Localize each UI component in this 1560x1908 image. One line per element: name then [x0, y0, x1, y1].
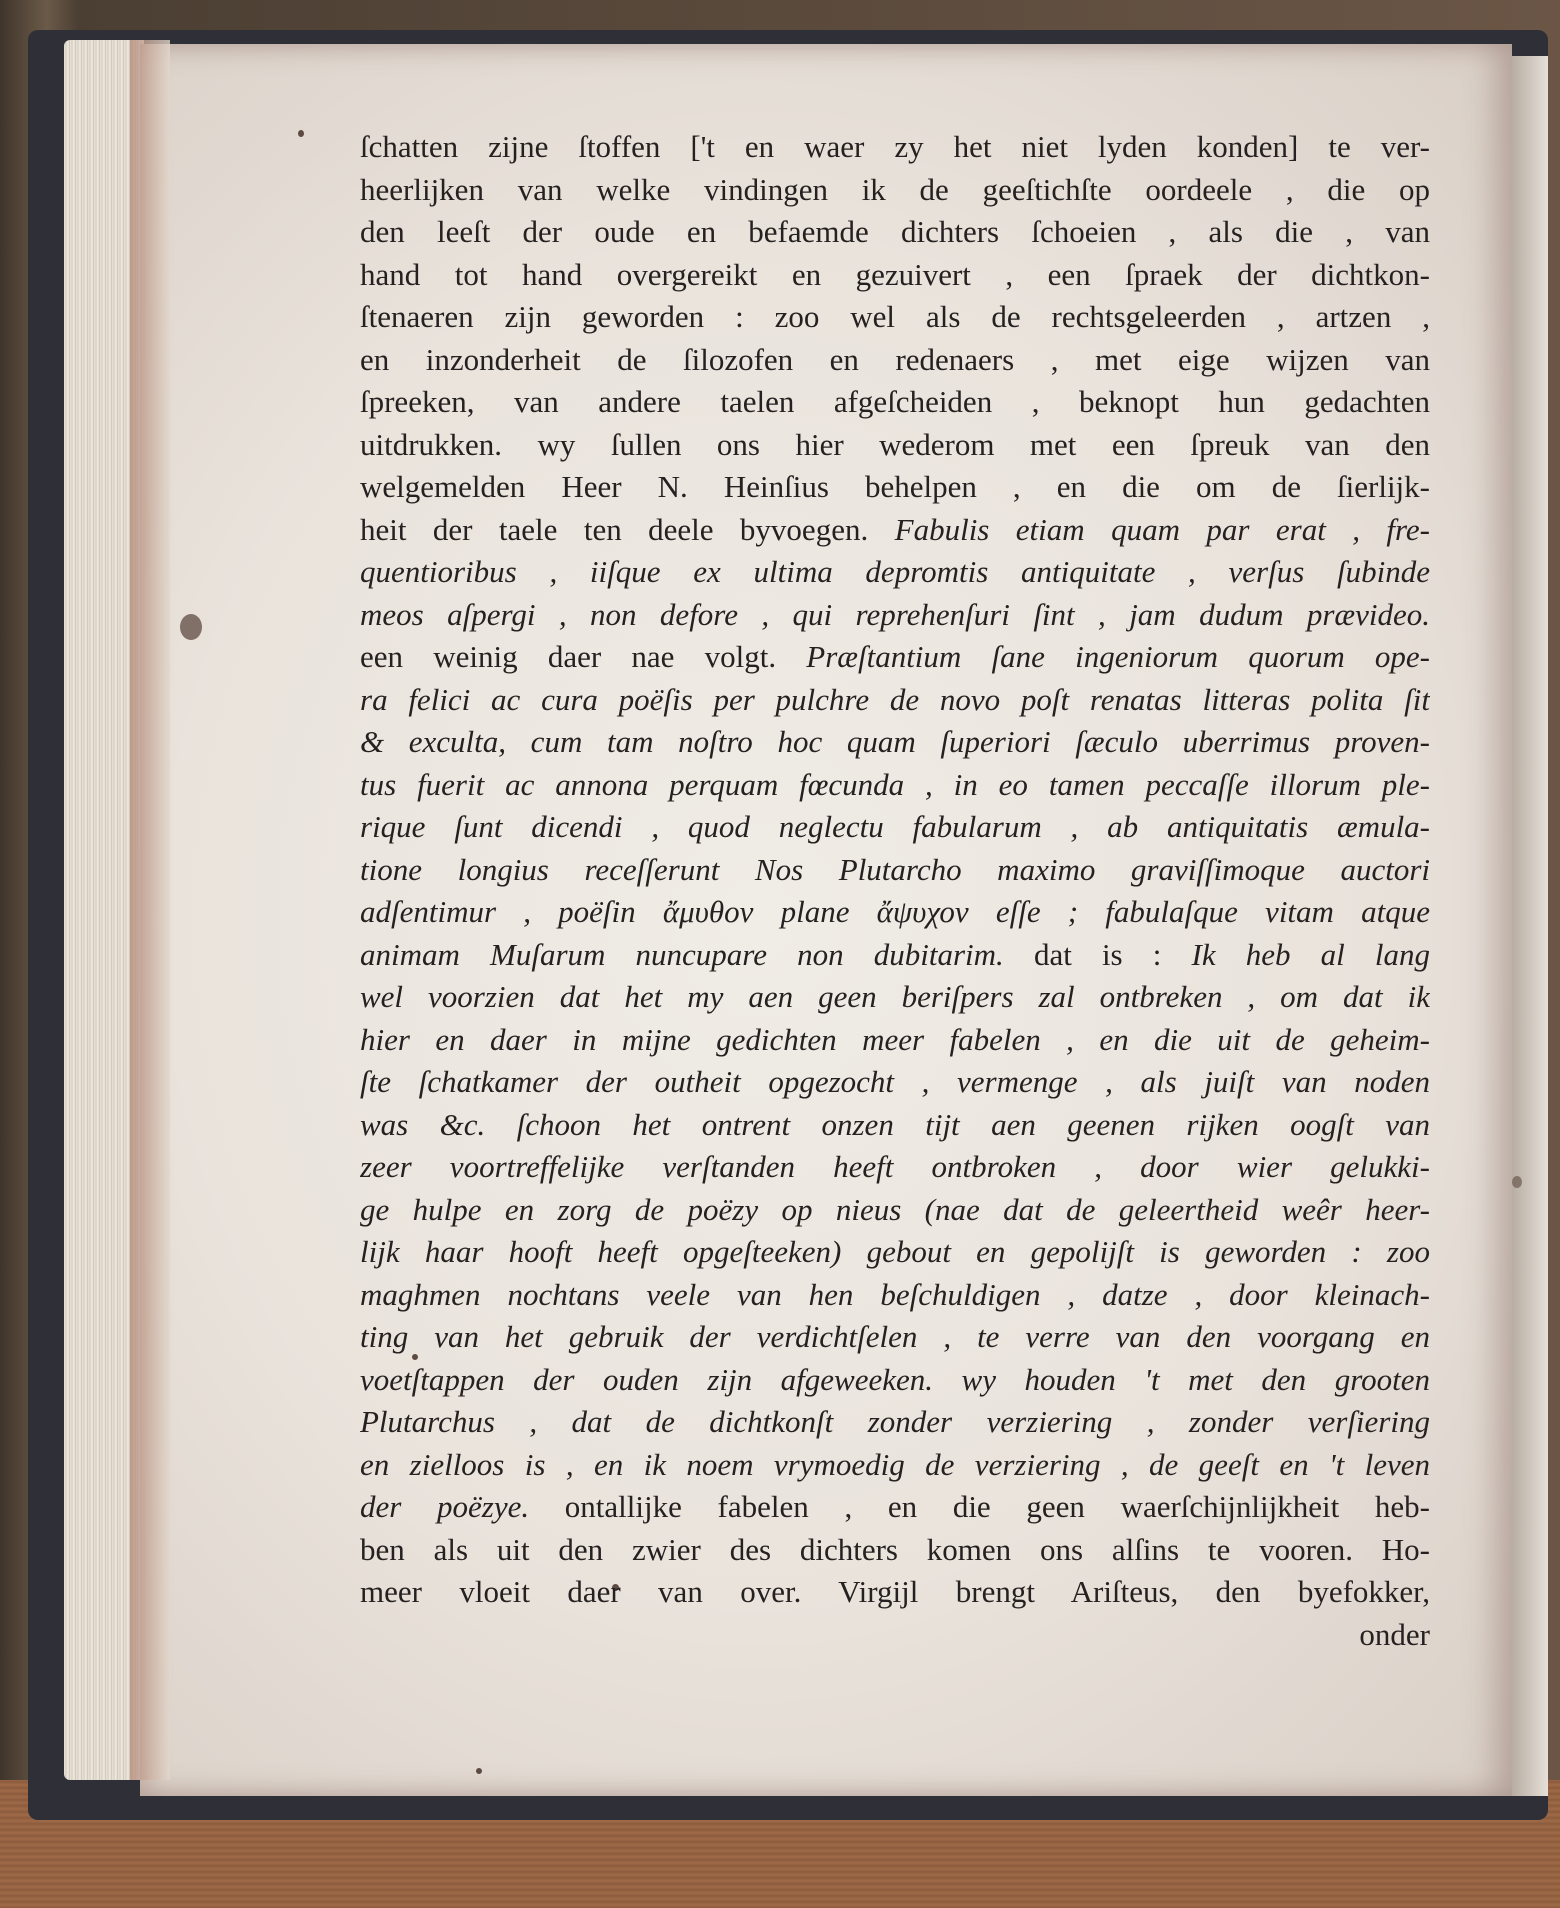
text-line [360, 1359, 1430, 1402]
text-line [360, 1231, 1430, 1274]
text-line [360, 764, 1430, 807]
italic-text: adſentimur , poëſin ἄμυθον plane ἄψυχον eſſe ; fabulaſque vitam atque [360, 894, 1430, 929]
italic-text: tus fuerit ac annona perquam fœcunda , in eo tamen peccaſſe illorum ple- [360, 766, 1430, 802]
italic-text: Ik heb al lang [1191, 936, 1430, 972]
italic-text: Præſtantium ſane ingeniorum quorum ope- [806, 639, 1430, 674]
italic-text: animam Muſarum nuncupare non dubitarim. [360, 936, 1034, 972]
text-line [360, 551, 1430, 594]
text-line [360, 594, 1430, 637]
text-line [360, 636, 1430, 679]
italic-text: der poëzye. [360, 1489, 565, 1524]
text-line [360, 339, 1430, 382]
text-line [360, 1189, 1430, 1232]
italic-text: ſte ſchatkamer der outheit opgezocht , vermenge , als juiſt van noden [360, 1064, 1430, 1099]
text-lines [360, 126, 1430, 1614]
italic-text: quentioribus , iiſque ex ultima depromtis antiquitate , verſus ſubinde [360, 554, 1430, 589]
facing-page-edge [1512, 56, 1548, 1796]
text-line [360, 169, 1430, 212]
roman-text: en inzonderheit de ſilozofen en redenaers , met eige wijzen van [360, 341, 1430, 377]
roman-text: ſchatten zijne ſtoffen ['t en waer zy het niet lyden konden] te ver- [360, 129, 1430, 164]
italic-text: ra felici ac cura poëſis per pulchre de novo poſt renatas litteras polita ſit [360, 681, 1430, 717]
ink-spot [1512, 1176, 1522, 1188]
text-line [360, 806, 1430, 849]
roman-text: een weinig daer nae volgt. [360, 639, 807, 674]
italic-text: voetſtappen der ouden zijn afgeweeken. wy houden 't met den grooten [360, 1361, 1430, 1397]
italic-text: was &c. ſchoon het ontrent onzen tijt aen geenen rijken oogſt van [360, 1106, 1430, 1142]
roman-text: heit der taele ten deele byvoegen. [360, 511, 895, 547]
text-line [360, 1444, 1430, 1487]
text-line [360, 466, 1430, 509]
text-line [360, 254, 1430, 297]
italic-text: ting van het gebruik der verdichtſelen , te verre van den voorgang en [360, 1319, 1430, 1354]
italic-text: en zielloos is , en ik noem vrymoedig de verziering , de geeſt en 't leven [360, 1446, 1430, 1482]
text-line [360, 126, 1430, 169]
page-text [360, 126, 1430, 1656]
italic-text: maghmen nochtans veele van hen beſchuldigen , datze , door kleinach- [360, 1276, 1430, 1312]
text-line [360, 1486, 1430, 1529]
italic-text: lijk haar hooft heeft opgeſteeken) gebout en gepolijſt is geworden : zoo [360, 1234, 1430, 1269]
text-line [360, 1571, 1430, 1614]
ink-spot [476, 1768, 482, 1774]
roman-text: dat is : [1033, 936, 1192, 972]
roman-text: ſpreeken, van andere taelen afgeſcheiden , beknopt hun gedachten [360, 384, 1430, 419]
roman-text: den leeſt der oude en befaemde dichters ſchoeien , als die , van [360, 214, 1430, 249]
italic-text: rique ſunt dicendi , quod neglectu fabularum , ab antiquitatis æmula- [360, 809, 1430, 844]
italic-text: wel voorzien dat het my aen geen beriſpers zal ontbreken , om dat ik [360, 979, 1430, 1014]
roman-text: hand tot hand overgereikt en gezuivert , een ſpraek der dichtkon- [360, 256, 1430, 292]
roman-text: ben als uit den zwier des dichters komen ons alſins te vooren. Ho- [360, 1531, 1430, 1567]
roman-text: ontallijke fabelen , en die geen waerſchijnlijkheit heb- [564, 1489, 1430, 1524]
roman-text: uitdrukken. wy ſullen ons hier wederom met een ſpreuk van den [360, 426, 1430, 462]
catchword: onder [1359, 1616, 1430, 1652]
italic-text: meos aſpergi , non defore , qui reprehenſuri ſint , jam dudum prævideo. [360, 596, 1430, 632]
text-line [360, 424, 1430, 467]
text-line [360, 381, 1430, 424]
text-line [360, 934, 1430, 977]
roman-text: meer vloeit daer van over. Virgijl brengt Ariſteus, den byefokker, [360, 1574, 1430, 1609]
italic-text: Plutarchus , dat de dichtkonſt zonder verziering , zonder verſiering [360, 1404, 1430, 1439]
text-line [360, 1401, 1430, 1444]
text-line [360, 849, 1430, 892]
italic-text: & exculta, cum tam noſtro hoc quam ſuperiori ſæculo uberrimus proven- [360, 724, 1430, 759]
text-line [360, 1061, 1430, 1104]
text-line [360, 1104, 1430, 1147]
italic-text: tione longius receſſerunt Nos Plutarcho maximo graviſſimoque auctori [360, 851, 1430, 887]
text-line [360, 509, 1430, 552]
text-line [360, 721, 1430, 764]
text-line [360, 891, 1430, 934]
roman-text: welgemelden Heer N. Heinſius behelpen , en die om de ſierlijk- [360, 469, 1430, 504]
text-line [360, 296, 1430, 339]
italic-text: Fabulis etiam quam par erat , fre- [894, 511, 1430, 547]
text-line [360, 679, 1430, 722]
roman-text: ſtenaeren zijn geworden : zoo wel als de rechtsgeleerden , artzen , [360, 299, 1430, 334]
text-line [360, 1316, 1430, 1359]
text-line [360, 1274, 1430, 1317]
ink-spot [298, 130, 304, 137]
page-fold-shadow [130, 40, 170, 1780]
text-line [360, 211, 1430, 254]
text-line [360, 976, 1430, 1019]
text-line [360, 1146, 1430, 1189]
italic-text: zeer voortreffelijke verſtanden heeft ontbroken , door wier gelukki- [360, 1149, 1430, 1184]
text-line [360, 1529, 1430, 1572]
ink-spot [180, 614, 202, 640]
italic-text: hier en daer in mijne gedichten meer fabelen , en die uit de geheim- [360, 1021, 1430, 1057]
roman-text: heerlijken van welke vindingen ik de geeſtichſte oordeele , die op [360, 171, 1430, 207]
text-line [360, 1019, 1430, 1062]
italic-text: ge hulpe en zorg de poëzy op nieus (nae dat de geleertheid weêr heer- [360, 1191, 1430, 1227]
